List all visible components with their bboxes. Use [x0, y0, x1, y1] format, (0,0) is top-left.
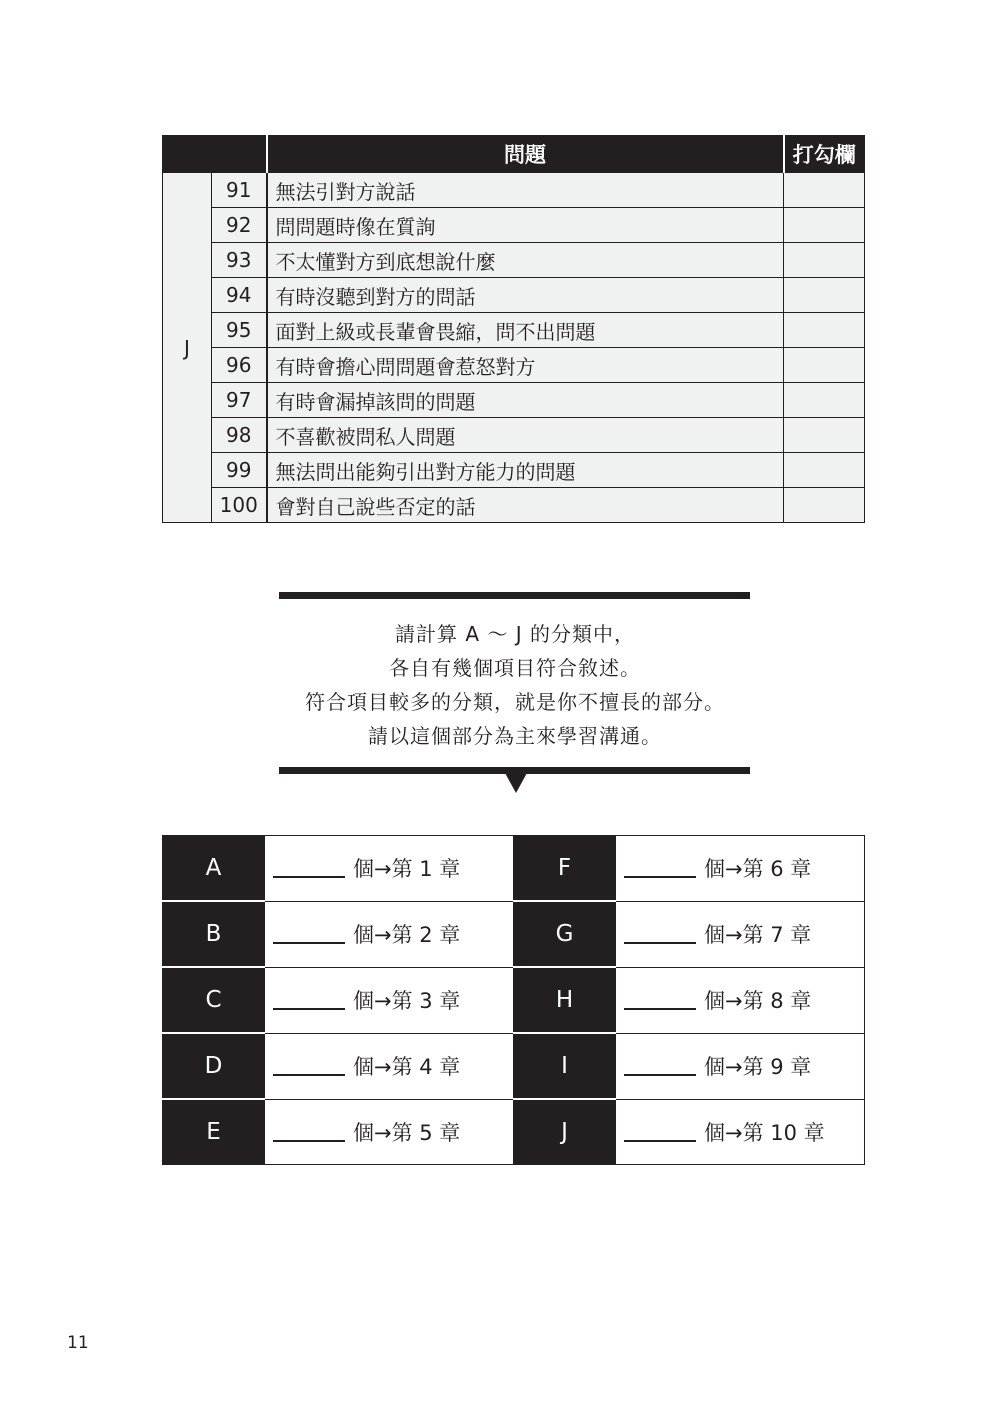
check-cell[interactable] [784, 208, 865, 243]
tally-row [163, 1099, 865, 1165]
table-row [163, 243, 865, 278]
table-row [163, 348, 865, 383]
category-key: J [514, 1099, 616, 1165]
tally-row [163, 1033, 865, 1099]
question-number: 94 [212, 278, 267, 313]
count-blank[interactable] [273, 922, 345, 944]
table-row [163, 173, 865, 208]
header-blank [163, 136, 267, 173]
category-key: I [514, 1033, 616, 1099]
chapter-ref: 個→第 1 章 [353, 857, 461, 882]
tally-cell[interactable] [265, 967, 514, 1033]
tally-row [163, 901, 865, 967]
category-key: B [163, 901, 265, 967]
question-number: 100 [212, 488, 267, 523]
count-blank[interactable] [273, 988, 345, 1010]
chapter-ref: 個→第 3 章 [353, 989, 461, 1013]
chapter-ref: 個→第 2 章 [353, 923, 461, 947]
question-text: 問問題時像在質詢 [267, 208, 784, 243]
category-key: E [163, 1099, 265, 1165]
check-cell[interactable] [784, 243, 865, 278]
instruction-line: 各自有幾個項目符合敘述。 [389, 656, 641, 680]
header-check: 打勾欄 [784, 136, 865, 173]
chapter-ref: 個→第 7 章 [704, 923, 812, 947]
question-number: 99 [212, 453, 267, 488]
question-number: 93 [212, 243, 267, 278]
check-cell[interactable] [784, 453, 865, 488]
tally-cell[interactable] [265, 836, 514, 902]
count-blank[interactable] [624, 922, 696, 944]
tally-table [162, 835, 865, 1165]
category-key: G [514, 901, 616, 967]
table-row [163, 488, 865, 523]
count-blank[interactable] [273, 1120, 345, 1142]
count-blank[interactable] [624, 1120, 696, 1142]
tally-cell[interactable] [265, 1033, 514, 1099]
table-row [163, 383, 865, 418]
instruction-line: 請計算 A ～ J 的分類中， [394, 622, 635, 646]
question-text: 不太懂對方到底想說什麼 [267, 243, 784, 278]
question-number: 98 [212, 418, 267, 453]
count-blank[interactable] [624, 856, 696, 878]
table-row [163, 313, 865, 348]
question-text: 有時會擔心問問題會惹怒對方 [267, 348, 784, 383]
question-text: 面對上級或長輩會畏縮，問不出問題 [267, 313, 784, 348]
tally-cell[interactable] [616, 967, 865, 1033]
question-number: 95 [212, 313, 267, 348]
check-cell[interactable] [784, 313, 865, 348]
instruction-line: 請以這個部分為主來學習溝通。 [368, 724, 662, 748]
check-cell[interactable] [784, 348, 865, 383]
tally-cell[interactable] [265, 1099, 514, 1165]
question-number: 92 [212, 208, 267, 243]
category-key: D [163, 1033, 265, 1099]
count-blank[interactable] [624, 1054, 696, 1076]
question-text: 無法問出能夠引出對方能力的問題 [267, 453, 784, 488]
check-cell[interactable] [784, 278, 865, 313]
instruction-line: 符合項目較多的分類，就是你不擅長的部分。 [305, 690, 725, 714]
chapter-ref: 個→第 8 章 [704, 989, 812, 1013]
table-row [163, 418, 865, 453]
count-blank[interactable] [273, 1054, 345, 1076]
chapter-ref: 個→第 4 章 [353, 1055, 461, 1079]
question-text: 無法引對方說話 [267, 173, 784, 208]
category-label: J [163, 173, 212, 523]
header-question: 問題 [267, 136, 784, 173]
tally-cell[interactable] [265, 901, 514, 967]
table-row [163, 453, 865, 488]
table-row [163, 278, 865, 313]
tally-row [163, 967, 865, 1033]
check-cell[interactable] [784, 383, 865, 418]
question-text: 有時沒聽到對方的問話 [267, 278, 784, 313]
check-cell[interactable] [784, 418, 865, 453]
tally-cell[interactable] [616, 901, 865, 967]
question-number: 91 [212, 173, 267, 208]
tally-cell[interactable] [616, 1099, 865, 1165]
category-key: A [163, 836, 265, 902]
callout-top-bar [279, 592, 750, 599]
tally-cell[interactable] [616, 1033, 865, 1099]
chapter-ref: 個→第 10 章 [704, 1120, 825, 1145]
table-row [163, 208, 865, 243]
question-text: 會對自己說些否定的話 [267, 488, 784, 523]
chapter-ref: 個→第 9 章 [704, 1055, 812, 1079]
question-number: 96 [212, 348, 267, 383]
count-blank[interactable] [273, 856, 345, 878]
category-key: H [514, 967, 616, 1033]
category-key: F [514, 836, 616, 902]
page-number: 11 [67, 1333, 89, 1353]
instructions [200, 617, 830, 753]
chapter-ref: 個→第 6 章 [704, 857, 812, 882]
tally-row [163, 836, 865, 902]
question-text: 有時會漏掉該問的問題 [267, 383, 784, 418]
count-blank[interactable] [624, 988, 696, 1010]
category-key: C [163, 967, 265, 1033]
question-text: 不喜歡被問私人問題 [267, 418, 784, 453]
check-cell[interactable] [784, 173, 865, 208]
tally-cell[interactable] [616, 836, 865, 902]
question-table [162, 135, 865, 523]
check-cell[interactable] [784, 488, 865, 523]
chapter-ref: 個→第 5 章 [353, 1120, 461, 1145]
question-table-header [163, 136, 865, 173]
question-number: 97 [212, 383, 267, 418]
down-arrow-icon [505, 773, 527, 793]
